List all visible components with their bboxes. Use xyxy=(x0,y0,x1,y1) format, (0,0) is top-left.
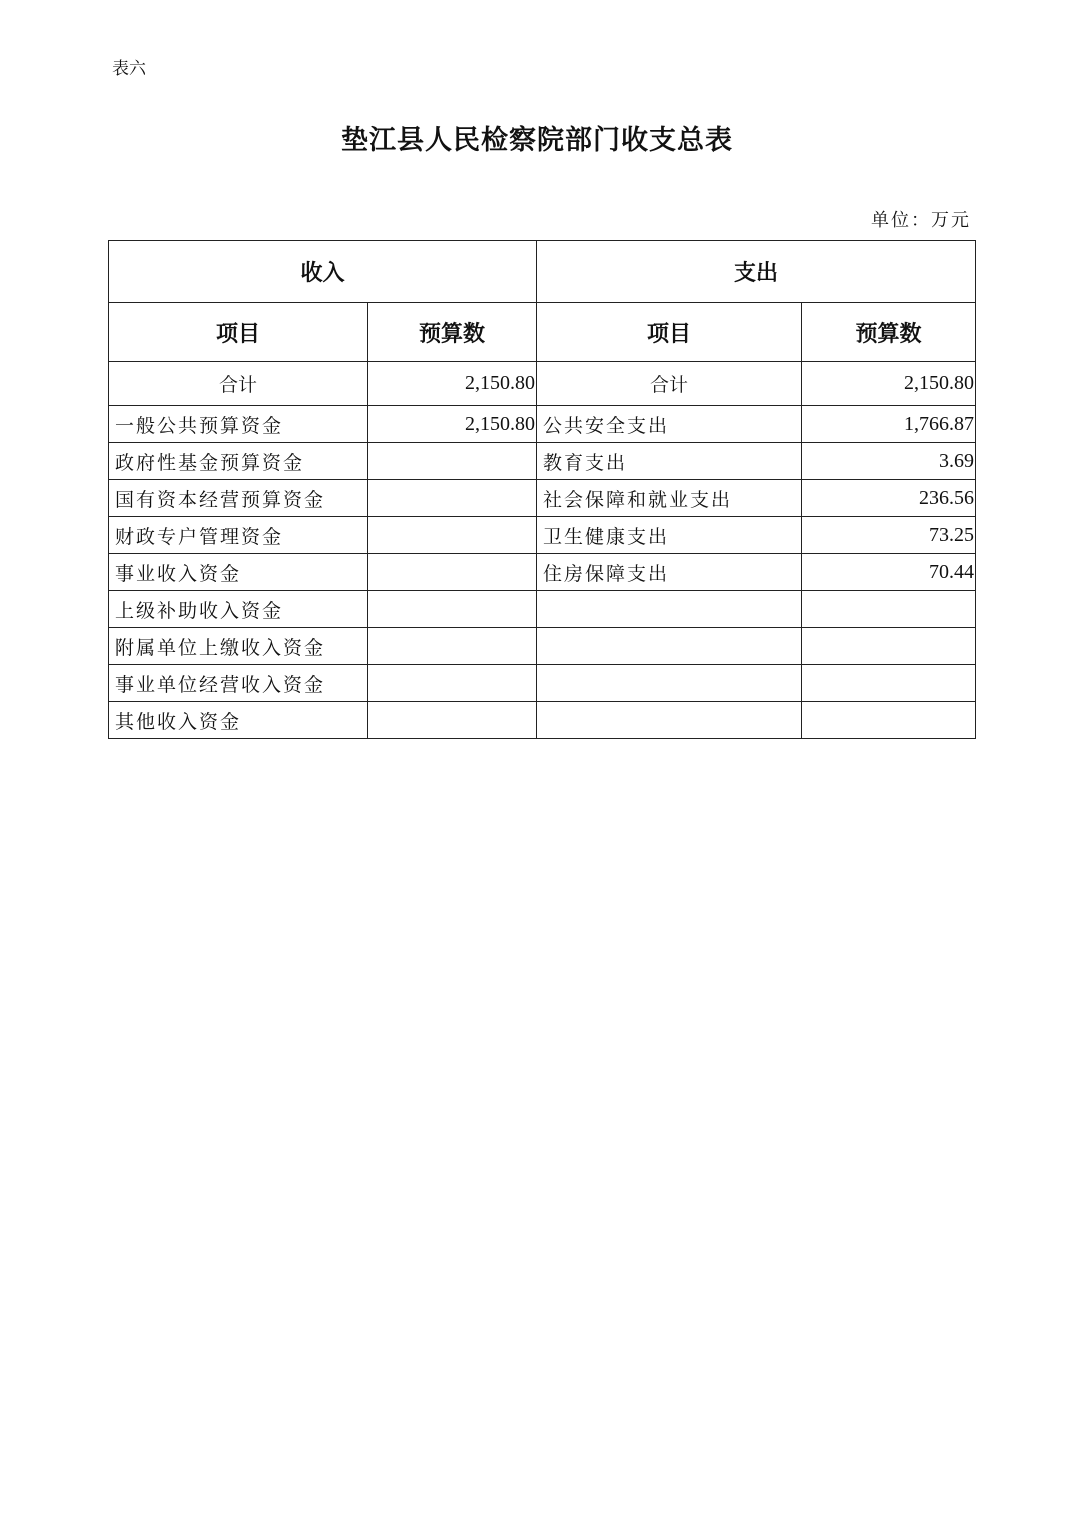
income-amount-cell xyxy=(368,665,537,702)
expense-amount-header: 预算数 xyxy=(802,303,976,362)
income-amount-cell: 2,150.80 xyxy=(368,406,537,443)
income-item-cell: 其他收入资金 xyxy=(109,702,368,739)
table-row xyxy=(109,591,976,628)
table-row xyxy=(109,665,976,702)
expense-total-label: 合计 xyxy=(537,362,802,406)
income-item-cell: 政府性基金预算资金 xyxy=(109,443,368,480)
expense-amount-cell xyxy=(802,665,976,702)
expense-item-cell: 社会保障和就业支出 xyxy=(537,480,802,517)
table-row xyxy=(109,702,976,739)
expense-item-cell: 公共安全支出 xyxy=(537,406,802,443)
income-amount-cell xyxy=(368,443,537,480)
expense-amount-cell xyxy=(802,628,976,665)
income-item-cell: 事业收入资金 xyxy=(109,554,368,591)
expense-item-header: 项目 xyxy=(537,303,802,362)
income-amount-cell xyxy=(368,628,537,665)
document-title: 垫江县人民检察院部门收支总表 xyxy=(341,125,733,156)
budget-summary-table xyxy=(108,240,976,739)
income-item-cell: 财政专户管理资金 xyxy=(109,517,368,554)
expense-amount-cell: 73.25 xyxy=(802,517,976,554)
table-number-label: 表六 xyxy=(112,59,146,79)
income-item-cell: 上级补助收入资金 xyxy=(109,591,368,628)
expense-amount-cell: 3.69 xyxy=(802,443,976,480)
income-item-cell: 事业单位经营收入资金 xyxy=(109,665,368,702)
income-amount-header: 预算数 xyxy=(368,303,537,362)
income-amount-cell xyxy=(368,480,537,517)
table-row xyxy=(109,554,976,591)
table-row xyxy=(109,628,976,665)
income-item-cell: 附属单位上缴收入资金 xyxy=(109,628,368,665)
table-row xyxy=(109,480,976,517)
expense-amount-cell: 1,766.87 xyxy=(802,406,976,443)
expense-item-cell xyxy=(537,628,802,665)
expense-section-header: 支出 xyxy=(537,241,976,303)
income-item-cell: 国有资本经营预算资金 xyxy=(109,480,368,517)
expense-item-cell: 卫生健康支出 xyxy=(537,517,802,554)
expense-item-cell: 住房保障支出 xyxy=(537,554,802,591)
income-amount-cell xyxy=(368,702,537,739)
expense-item-cell xyxy=(537,591,802,628)
income-amount-cell xyxy=(368,517,537,554)
income-total-value: 2,150.80 xyxy=(368,362,537,406)
income-item-cell: 一般公共预算资金 xyxy=(109,406,368,443)
expense-amount-cell: 236.56 xyxy=(802,480,976,517)
table-row xyxy=(109,443,976,480)
total-row xyxy=(109,362,976,406)
income-amount-cell xyxy=(368,554,537,591)
income-section-header: 收入 xyxy=(109,241,537,303)
table-row xyxy=(109,517,976,554)
expense-amount-cell xyxy=(802,702,976,739)
column-header-row xyxy=(109,303,976,362)
expense-amount-cell xyxy=(802,591,976,628)
unit-label: 单位：万元 xyxy=(871,210,971,231)
expense-item-cell xyxy=(537,702,802,739)
expense-item-cell xyxy=(537,665,802,702)
expense-amount-cell: 70.44 xyxy=(802,554,976,591)
expense-total-value: 2,150.80 xyxy=(802,362,976,406)
income-total-label: 合计 xyxy=(109,362,368,406)
income-amount-cell xyxy=(368,591,537,628)
income-item-header: 项目 xyxy=(109,303,368,362)
table-row xyxy=(109,406,976,443)
section-header-row xyxy=(109,241,976,303)
expense-item-cell: 教育支出 xyxy=(537,443,802,480)
